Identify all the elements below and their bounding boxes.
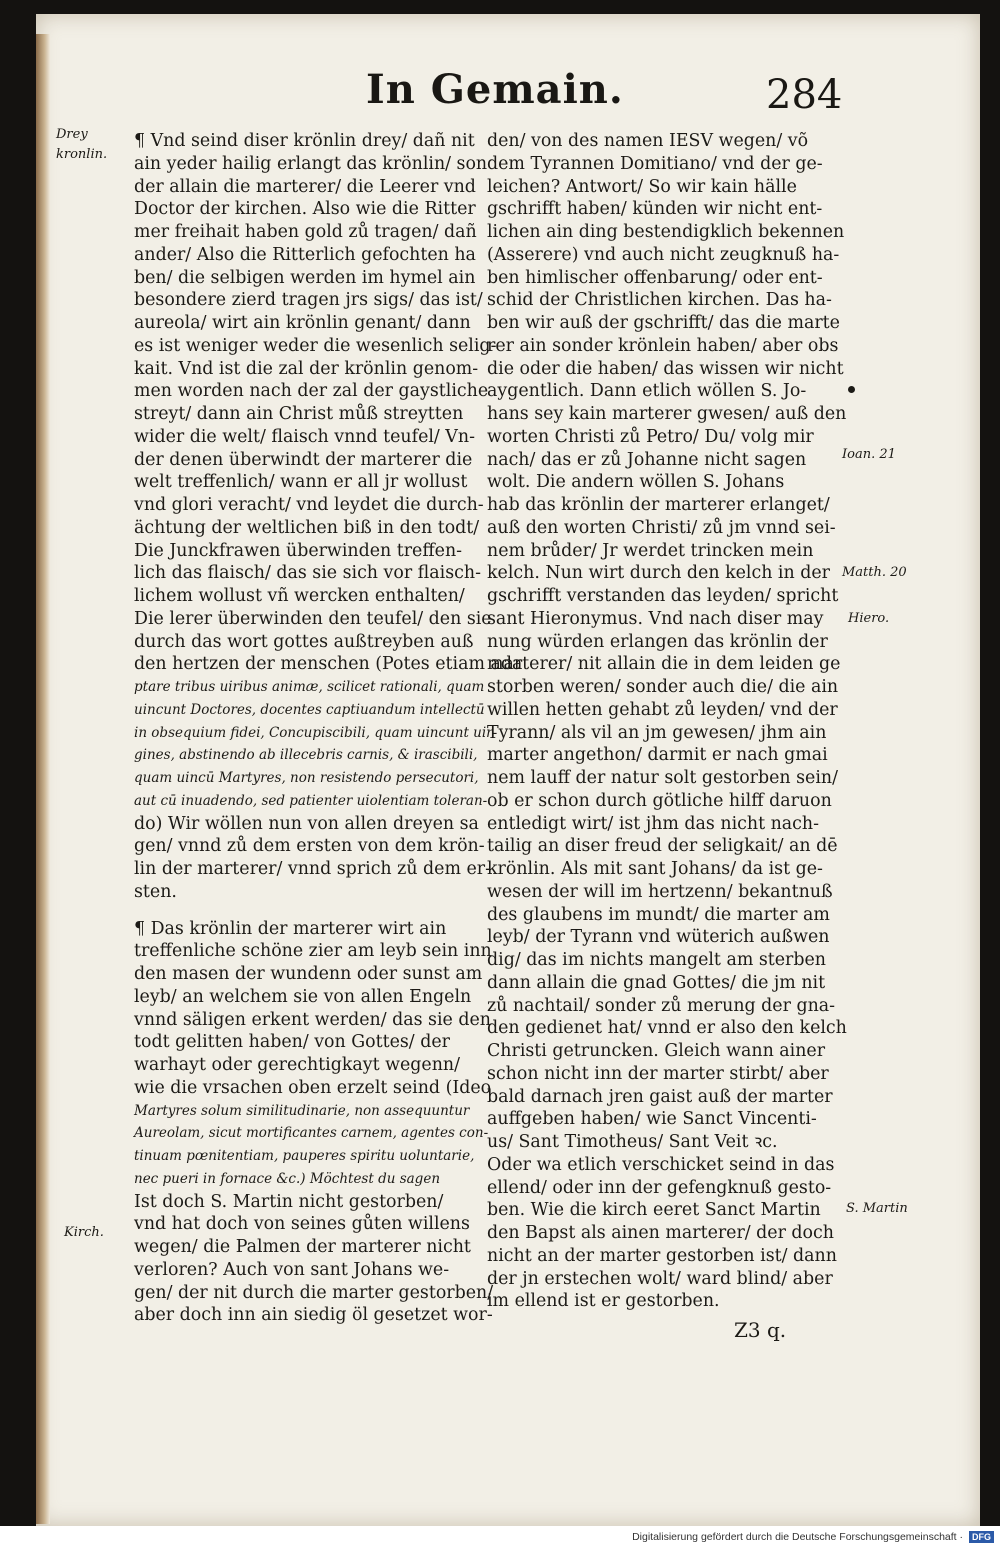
text-line: marterer/ nit allain die in dem leiden ge	[487, 654, 841, 675]
text-line: den Bapst als ainen marterer/ der doch	[487, 1223, 834, 1243]
text-line: dig/ das im nichts mangelt am sterben	[487, 950, 826, 970]
text-line: verloren? Auch von sant Johans we-	[134, 1259, 450, 1280]
text-line: rer ain sonder krönlein haben/ aber obs	[487, 335, 839, 356]
text-line: gschrifft haben/ künden wir nicht ent-	[487, 199, 823, 220]
signature-mark: Z3 q.	[734, 1318, 787, 1342]
text-line: Christi getruncken. Gleich wann ainer	[487, 1041, 826, 1061]
text-line: mer freihait haben gold zů tragen/ dañ	[134, 222, 477, 242]
marginal-note-ioan: Ioan. 21	[842, 447, 896, 462]
text-line: ben himlischer offenbarung/ oder ent-	[487, 267, 823, 288]
text-line: worten Christi zů Petro/ Du/ volg mir	[487, 426, 814, 447]
text-line: lichen ain ding bestendigklich bekennen	[487, 222, 845, 242]
text-line: us/ Sant Timotheus/ Sant Veit ꝛc.	[487, 1132, 778, 1152]
text-line: schon nicht inn der marter stirbt/ aber	[487, 1063, 829, 1084]
text-line: tailig an diser freud der seligkait/ an dē	[487, 836, 838, 857]
text-line: entledigt wirt/ ist jhm das nicht nach-	[487, 813, 819, 834]
text-line: ächtung der weltlichen biß in den todt/	[134, 517, 480, 538]
text-line: (Asserere) vnd auch nicht zeugknuß ha-	[487, 244, 840, 265]
text-line: zů nachtail/ sonder zů merung der gna-	[487, 995, 836, 1016]
text-line: bald darnach jren gaist auß der marter	[487, 1086, 833, 1107]
text-line: nung würden erlangen das krönlin der	[487, 631, 828, 652]
text-line: dem Tyrannen Domitiano/ vnd der ge-	[487, 153, 823, 174]
text-line: den/ von des namen IESV wegen/ võ	[487, 131, 809, 151]
text-line: aut cū inuadendo, sed patienter uiolentiam toleran-	[134, 792, 488, 809]
text-line: ander/ Also die Ritterlich gefochten ha	[134, 244, 476, 265]
text-line: ptare tribus uiribus animæ, scilicet rationali, quam	[134, 679, 485, 695]
text-line: Die lerer überwinden den teufel/ den sie	[134, 608, 492, 629]
paragraph-gap	[134, 904, 474, 918]
text-line: ellend/ oder inn der gefengknuß gesto-	[487, 1177, 832, 1198]
text-line: der jn erstechen wolt/ ward blind/ aber	[487, 1268, 833, 1289]
text-line: Oder wa etlich verschicket seind in das	[487, 1154, 835, 1175]
text-line: storben weren/ sonder auch die/ die ain	[487, 677, 839, 697]
text-line: durch das wort gottes außtreyben auß	[134, 631, 474, 652]
text-line: wegen/ die Palmen der marterer nicht	[134, 1237, 471, 1257]
text-line: willen hetten gehabt zů leyden/ vnd der	[487, 699, 838, 720]
text-line: nicht an der marter gestorben ist/ dann	[487, 1245, 837, 1266]
text-line: lich das flaisch/ das sie sich vor flaisch-	[134, 563, 481, 584]
text-line: wesen der will im hertzenn/ bekantnuß	[487, 881, 833, 902]
text-line: besondere zierd tragen jrs sigs/ das ist/	[134, 290, 483, 311]
text-line: Ist doch S. Martin nicht gestorben/	[134, 1191, 444, 1212]
text-column-left	[134, 130, 523, 1327]
text-line: leyb/ der Tyrann vnd wüterich außwen	[487, 927, 830, 948]
text-line: treffenliche schöne zier am leyb sein inn	[134, 941, 492, 962]
text-line: todt gelitten haben/ von Gottes/ der	[134, 1032, 450, 1053]
text-line: krönlin. Als mit sant Johans/ da ist ge-	[487, 859, 823, 879]
book-page	[36, 14, 980, 1526]
marginal-note-matth: Matth. 20	[842, 565, 907, 580]
text-line: aber doch inn ain siedig öl gesetzet wor-	[134, 1305, 493, 1326]
text-line: vnnd säligen erkent werden/ das sie den	[134, 1009, 491, 1030]
text-line: marter angethon/ darmit er nach gmai	[487, 745, 828, 766]
text-line: vnd hat doch von seines gůten willens	[134, 1214, 470, 1235]
text-line: wolt. Die andern wöllen S. Johans	[487, 472, 785, 493]
text-line: sant Hieronymus. Vnd nach diser may	[487, 608, 824, 629]
text-line: do) Wir wöllen nun von allen dreyen sa	[134, 813, 479, 834]
text-line: im ellend ist er gestorben.	[487, 1291, 720, 1312]
text-line: ben wir auß der gschrifft/ das die marte	[487, 313, 840, 333]
text-line: ob er schon durch götliche hilff daruon	[487, 790, 832, 811]
text-line: sten.	[134, 881, 177, 902]
text-line: warhayt oder gerechtigkayt wegenn/	[134, 1055, 460, 1075]
text-line: in obsequium fidei, Concupiscibili, quam uincunt uir-	[134, 724, 498, 741]
text-line: wie die vrsachen oben erzelt seind (Ideo	[134, 1077, 492, 1098]
text-line: nec pueri in fornace &c.) Möchtest du sagen	[134, 1170, 441, 1187]
text-line: Tyrann/ als vil an jm gewesen/ jhm ain	[487, 722, 827, 743]
text-line: lichem wollust vñ wercken enthalten/	[134, 586, 465, 606]
text-line: gen/ vnnd zů dem ersten von dem krön-	[134, 836, 485, 857]
text-line: gines, abstinendo ab illecebris carnis, & irascibili,	[134, 747, 478, 764]
dfg-logo: DFG	[969, 1531, 994, 1543]
marginal-bullet	[848, 386, 855, 393]
text-line: der denen überwindt der marterer die	[134, 449, 473, 470]
text-line: hab das krönlin der marterer erlanget/	[487, 495, 830, 515]
text-line: nem brůder/ Jr werdet trincken mein	[487, 540, 814, 561]
text-line: ¶ Vnd seind diser krönlin drey/ dañ nit	[134, 131, 475, 151]
text-line: nach/ das er zů Johanne nicht sagen	[487, 449, 807, 470]
marginal-note-kronlin: kronlin.	[56, 147, 108, 162]
marginal-note-s-martin: S. Martin	[846, 1201, 908, 1216]
text-line: Doctor der kirchen. Also wie die Ritter	[134, 199, 476, 220]
text-line: uincunt Doctores, docentes captiuandum intellectū	[134, 701, 485, 718]
text-line: ain yeder hailig erlangt das krönlin/ son	[134, 153, 488, 174]
text-line: leyb/ an welchem sie von allen Engeln	[134, 986, 472, 1007]
text-line: tinuam pœnitentiam, pauperes spiritu uoluntarie,	[134, 1148, 475, 1164]
text-line: ben/ die selbigen werden im hymel ain	[134, 267, 476, 288]
text-line: die oder die haben/ das wissen wir nicht	[487, 358, 844, 379]
text-line: wider die welt/ flaisch vnnd teufel/ Vn-	[134, 426, 475, 447]
text-line: den masen der wundenn oder sunst am	[134, 964, 483, 984]
text-line: den gedienet hat/ vnnd er also den kelch	[487, 1018, 847, 1039]
text-line: dann allain die gnad Gottes/ die jm nit	[487, 972, 826, 993]
text-line: den hertzen der menschen (Potes etiam ada	[134, 654, 523, 675]
text-line: kait. Vnd ist die zal der krönlin genom-	[134, 358, 479, 379]
text-line: hans sey kain marterer gwesen/ auß den	[487, 404, 847, 424]
digitization-footer	[0, 1526, 1000, 1547]
page-edge	[36, 34, 50, 1524]
footer-credit-text: Digitalisierung gefördert durch die Deutsche Forschungsgemeinschaft ·	[632, 1530, 963, 1543]
text-line: streyt/ dann ain Christ můß streytten	[134, 404, 464, 424]
text-line: ¶ Das krönlin der marterer wirt ain	[134, 918, 447, 939]
text-line: men worden nach der zal der gaystliche	[134, 381, 489, 402]
text-line: des glaubens im mundt/ die marter am	[487, 904, 830, 925]
text-line: gen/ der nit durch die marter gestorben/	[134, 1282, 494, 1303]
text-line: welt treffenlich/ wann er all jr wollust	[134, 472, 468, 493]
text-line: Die Junckfrawen überwinden treffen-	[134, 540, 463, 561]
text-line: aygentlich. Dann etlich wöllen S. Jo-	[487, 381, 807, 402]
text-line: auß den worten Christi/ zů jm vnnd sei-	[487, 517, 836, 538]
text-line: quam uincū Martyres, non resistendo persecutori,	[134, 770, 479, 786]
text-line: gschrifft verstanden das leyden/ spricht	[487, 586, 839, 606]
text-line: der allain die marterer/ die Leerer vnd	[134, 176, 476, 197]
text-line: vnd glori veracht/ vnd leydet die durch-	[134, 495, 484, 515]
text-line: leichen? Antwort/ So wir kain hälle	[487, 176, 797, 197]
text-line: es ist weniger weder die wesenlich selig-	[134, 335, 497, 356]
text-line: schid der Christlichen kirchen. Das ha-	[487, 290, 832, 311]
text-line: ben. Wie die kirch eeret Sanct Martin	[487, 1200, 821, 1221]
marginal-note-hiero: Hiero.	[848, 611, 890, 626]
text-line: auffgeben haben/ wie Sanct Vincenti-	[487, 1109, 817, 1130]
text-line: lin der marterer/ vnnd sprich zů dem er-	[134, 859, 491, 879]
text-line: aureola/ wirt ain krönlin genant/ dann	[134, 313, 471, 333]
text-line: Martyres solum similitudinarie, non assequuntur	[134, 1102, 470, 1119]
page-number: 284	[766, 72, 843, 118]
running-head: In Gemain.	[366, 66, 624, 113]
marginal-note-drey: Drey	[56, 127, 88, 142]
text-line: nem lauff der natur solt gestorben sein/	[487, 768, 838, 788]
text-column-right	[487, 130, 847, 1313]
text-line: Aureolam, sicut mortificantes carnem, agentes con-	[134, 1125, 489, 1142]
marginal-note-kirch: Kirch.	[64, 1225, 104, 1240]
text-line: kelch. Nun wirt durch den kelch in der	[487, 563, 830, 584]
